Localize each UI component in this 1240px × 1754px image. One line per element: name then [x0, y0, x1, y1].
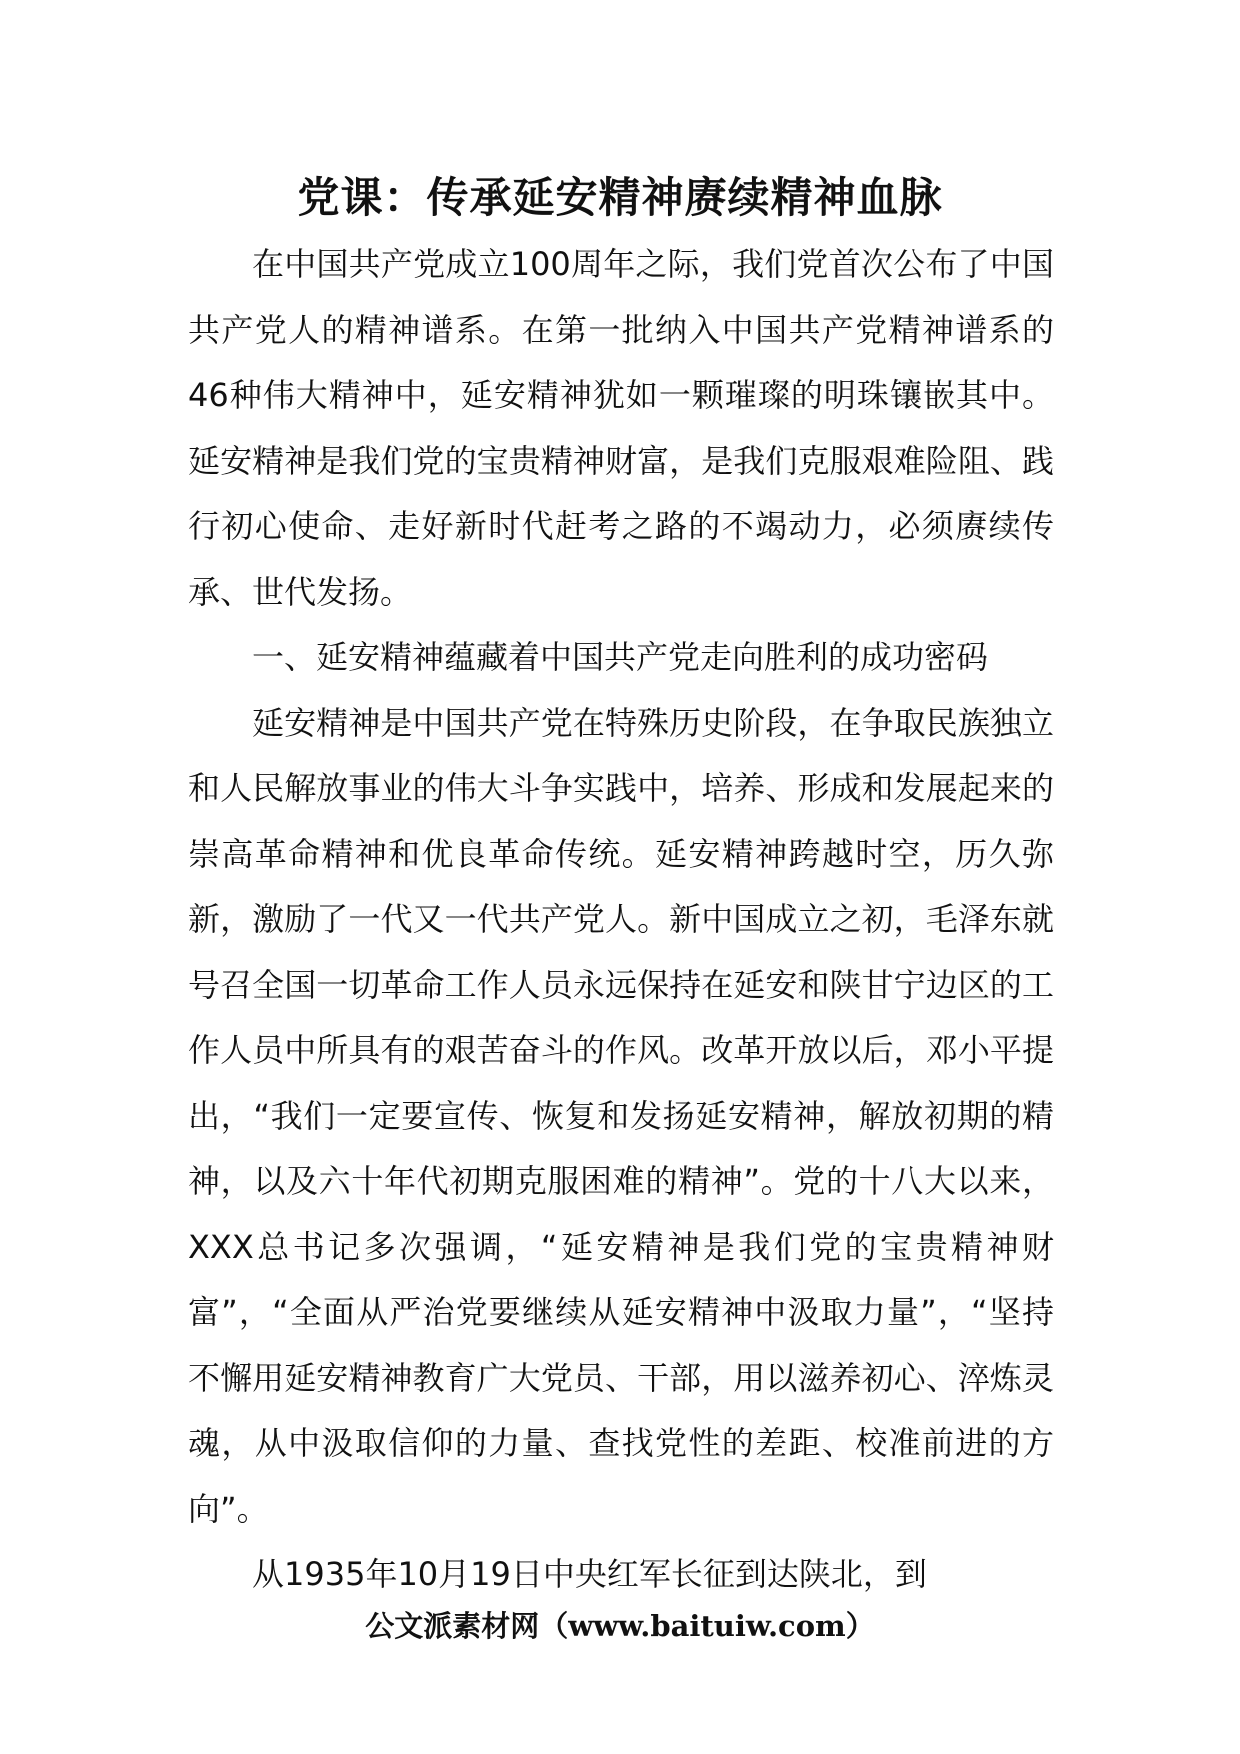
- document-body: [188, 232, 1054, 1608]
- paragraph-intro: 在中国共产党成立100周年之际，我们党首次公布了中国共产党人的精神谱系。在第一批纳入中国共产党精神谱系的46种伟大精神中，延安精神犹如一颗璀璨的明珠镶嵌其中。延安精神是我们党的宝贵精神财富，是我们克服艰难险阻、践行初心使命、走好新时代赶考之路的不竭动力，必须赓续传承、世代发扬。: [188, 245, 1054, 611]
- paragraph-history-start: 从1935年10月19日中央红军长征到达陕北，到: [252, 1555, 927, 1593]
- source-footer: 公文派素材网（www.baituiw.com）: [365, 1609, 875, 1643]
- paragraph-yanan-spirit: 延安精神是中国共产党在特殊历史阶段，在争取民族独立和人民解放事业的伟大斗争实践中，培养、形成和发展起来的崇高革命精神和优良革命传统。延安精神跨越时空，历久弥新，激励了一代又一代共产党人。新中国成立之初，毛泽东就号召全国一切革命工作人员永远保持在延安和陕甘宁边区的工作人员中所具有的艰苦奋斗的作风。改革开放以后，邓小平提出，“我们一定要宣传、恢复和发扬延安精神，解放初期的精神，以及六十年代初期克服困难的精神”。党的十八大以来，XXX总书记多次强调，“延安精神是我们党的宝贵精神财富”，“全面从严治党要继续从延安精神中汲取力量”，“坚持不懈用延安精神教育广大党员、干部，用以滋养初心、淬炼灵魂，从中汲取信仰的力量、查找党性的差距、校准前进的方向”。: [188, 703, 1054, 1528]
- section-heading-1: 一、延安精神蕴藏着中国共产党走向胜利的成功密码: [252, 638, 989, 676]
- document-title: 党课：传承延安精神赓续精神血脉: [297, 173, 943, 222]
